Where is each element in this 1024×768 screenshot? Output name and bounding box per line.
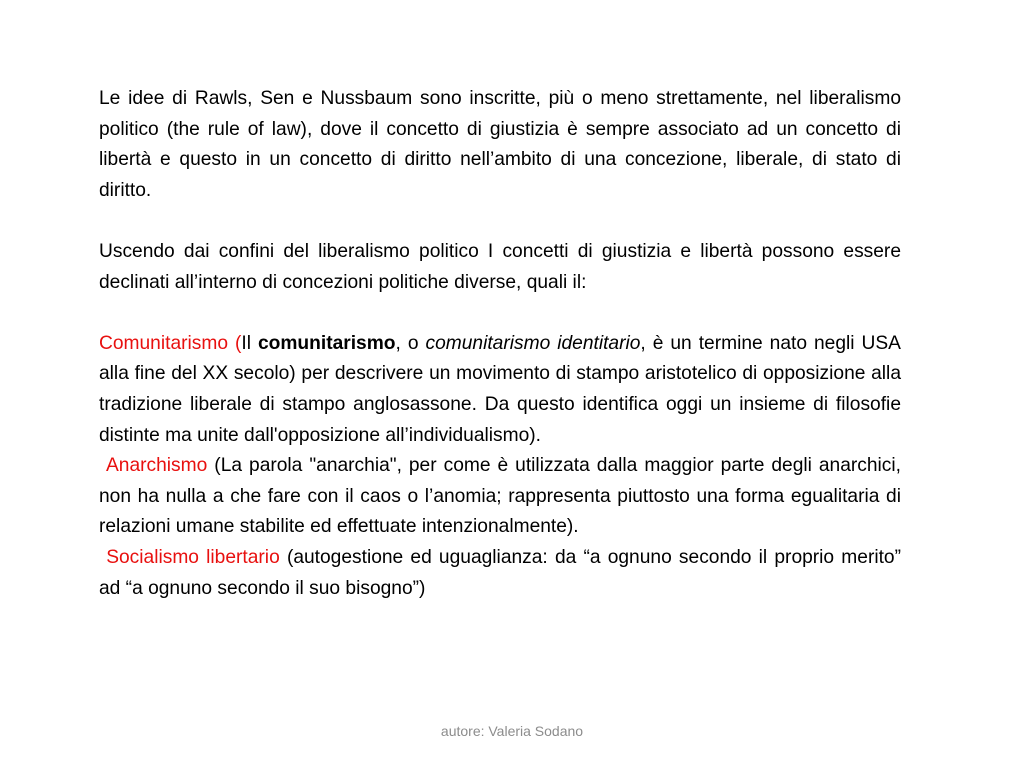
footer-author: autore: Valeria Sodano <box>440 723 584 739</box>
paragraph-comunitarismo <box>99 329 901 451</box>
anarchismo-text: (La parola "anarchia", per come è utilizzata dalla maggior parte degli anarchici, non ha nulla a che fare con il caos o l’anomia; rappresenta piuttosto una forma egualitaria di relazioni umane stabilite ed effettuate intenzionalmente). <box>99 455 901 538</box>
paragraph-socialismo-libertario <box>99 543 901 604</box>
comunitarismo-text-a: Il <box>241 332 258 354</box>
paragraph-spacer <box>99 206 901 237</box>
paragraph-rawls-sen-nussbaum: Le idee di Rawls, Sen e Nussbaum sono inscritte, più o meno strettamente, nel liberalismo politico (the rule of law), dove il concetto di giustizia è sempre associato ad un concetto di libertà e questo in un concetto di diritto nell’ambito di una concezione, liberale, di stato di diritto. <box>99 88 901 201</box>
socialismo-text: (autogestione ed uguaglianza: da “a ognuno secondo il proprio merito” ad “a ognuno secondo il suo bisogno”) <box>99 546 901 599</box>
paragraph-spacer <box>99 298 901 329</box>
heading-comunitarismo: Comunitarismo ( <box>99 332 242 354</box>
heading-anarchismo: Anarchismo <box>106 455 208 477</box>
slide-body <box>99 84 901 604</box>
paragraph-political-conceptions: Uscendo dai confini del liberalismo politico I concetti di giustizia e libertà possono essere declinati all’interno di concezioni politiche diverse, quali il: <box>99 240 901 293</box>
paragraph-anarchismo <box>99 451 901 543</box>
comunitarismo-text-b: , o <box>395 332 426 354</box>
comunitarismo-italic-term: comunitarismo identitario <box>425 332 641 354</box>
comunitarismo-text-c: , è un termine nato negli USA alla fine del XX secolo) per descrivere un movimento di stampo aristotelico di opposizione alla tradizione liberale di stampo anglosassone. Da questo identifica oggi un insieme di filosofie distinte ma unite dall'opposizione all’individualismo). <box>99 332 901 446</box>
comunitarismo-bold-term: comunitarismo <box>257 332 396 354</box>
heading-socialismo-libertario: Socialismo libertario <box>106 546 280 568</box>
